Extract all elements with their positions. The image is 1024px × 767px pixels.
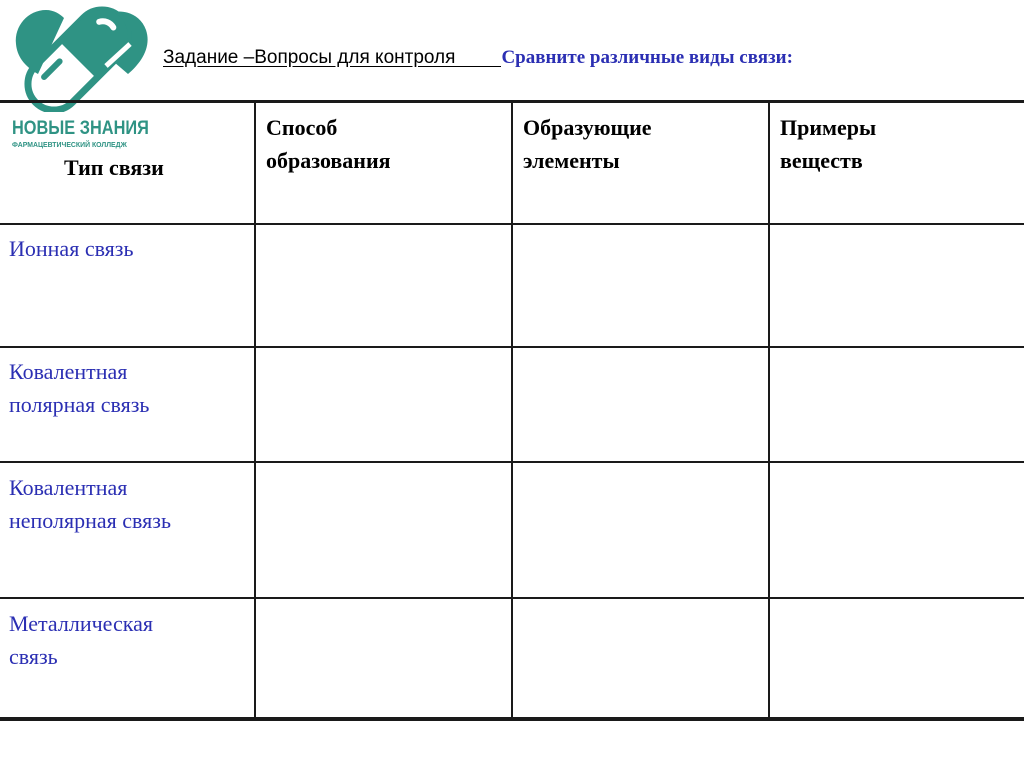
answer-cell-ionic-method[interactable]: [256, 225, 511, 346]
answer-cell-metallic-method[interactable]: [256, 599, 511, 717]
college-logo: [12, 119, 152, 149]
answer-cell-polar-elements[interactable]: [513, 348, 768, 461]
header-forming-elements: [523, 111, 652, 177]
header-label: Способ: [266, 115, 338, 140]
row-label: Ковалентная: [9, 475, 128, 500]
compare-prompt: Сравните различные виды связи:: [501, 47, 793, 68]
row-label: Металлическая: [9, 611, 153, 636]
header-label: образования: [266, 148, 391, 173]
answer-cell-nonpolar-method[interactable]: [256, 463, 511, 597]
slide-heading: [163, 46, 793, 70]
answer-cell-polar-method[interactable]: [256, 348, 511, 461]
logo-title: НОВЫЕ ЗНАНИЯ: [12, 118, 149, 139]
answer-cell-metallic-elements[interactable]: [513, 599, 768, 717]
answer-cell-ionic-elements[interactable]: [513, 225, 768, 346]
row-label-metallic: [9, 607, 153, 673]
row-label-covalent-nonpolar: [9, 471, 171, 537]
row-label: Ковалентная: [9, 359, 128, 384]
answer-cell-ionic-examples[interactable]: [770, 225, 1024, 346]
answer-cell-metallic-examples[interactable]: [770, 599, 1024, 717]
header-label: веществ: [780, 148, 863, 173]
heart-pill-icon: [10, 4, 150, 112]
logo-subtitle: ФАРМАЦЕВТИЧЕСКИЙ КОЛЛЕДЖ: [12, 140, 127, 149]
row-label: Ионная связь: [9, 236, 134, 261]
row-label: полярная связь: [9, 392, 150, 417]
header-label: элементы: [523, 148, 620, 173]
header-formation-method: [266, 111, 391, 177]
row-label-covalent-polar: [9, 355, 149, 421]
row-label-ionic: [9, 232, 134, 265]
answer-cell-nonpolar-examples[interactable]: [770, 463, 1024, 597]
task-title: Задание –Вопросы для контроля: [163, 47, 456, 68]
answer-cell-nonpolar-elements[interactable]: [513, 463, 768, 597]
row-label: связь: [9, 644, 58, 669]
header-bond-type: [64, 151, 164, 184]
header-label: Образующие: [523, 115, 652, 140]
header-label: Примеры: [780, 115, 877, 140]
answer-cell-polar-examples[interactable]: [770, 348, 1024, 461]
underline-spacer: [455, 65, 501, 67]
header-substance-examples: [780, 111, 876, 177]
header-label: Тип связи: [64, 155, 164, 180]
row-label: неполярная связь: [9, 508, 171, 533]
